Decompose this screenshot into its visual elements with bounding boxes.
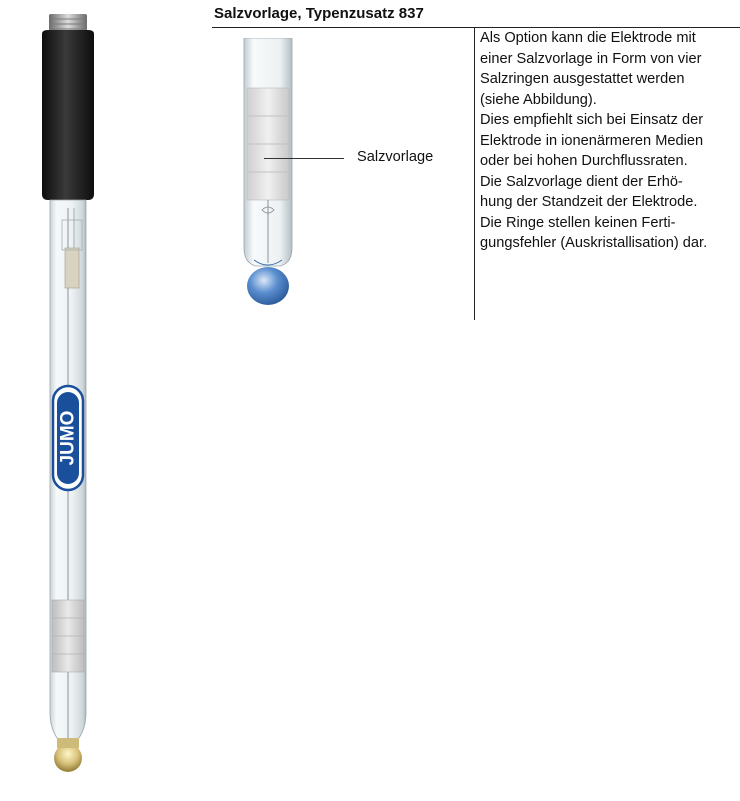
electrode-illustration (38, 8, 128, 778)
description-line: (siehe Abbildung). (480, 91, 597, 108)
description-line: Dies empfiehlt sich bei Einsatz der (480, 112, 704, 128)
column-divider (474, 28, 475, 320)
thread-connector (49, 14, 87, 32)
description-line: Als Option kann die Elektrode mit (480, 30, 696, 46)
description-line: oder bei hohen Durchflussraten. (480, 153, 688, 169)
callout-leader-line (264, 158, 344, 159)
description-line: Die Ringe stellen keinen Ferti- (480, 214, 676, 231)
svg-text:JUMO: JUMO (57, 410, 79, 466)
salt-rings (52, 600, 84, 672)
section-heading: Salzvorlage, Typenzusatz 837 (214, 5, 424, 22)
description-text (480, 28, 738, 254)
description-line: Die Salzvorlage dient der Erhö- (480, 173, 683, 190)
glass-bulb (247, 267, 289, 305)
salt-rings-detail (247, 88, 289, 200)
salzvorlage-detail-illustration (236, 38, 306, 308)
jumo-logo (53, 386, 83, 490)
electrode-tip (54, 744, 82, 772)
electrode-cap (42, 30, 94, 200)
callout-label: Salzvorlage (357, 149, 434, 165)
description-line: Elektrode in ionenärmeren Medien (480, 132, 704, 149)
description-line: einer Salzvorlage in Form von vier (480, 50, 702, 67)
description-line: hung der Standzeit der Elektrode. (480, 194, 698, 210)
description-line: gungsfehler (Auskristallisation) dar. (480, 235, 708, 251)
description-line: Salzringen ausgestattet werden (480, 71, 685, 87)
